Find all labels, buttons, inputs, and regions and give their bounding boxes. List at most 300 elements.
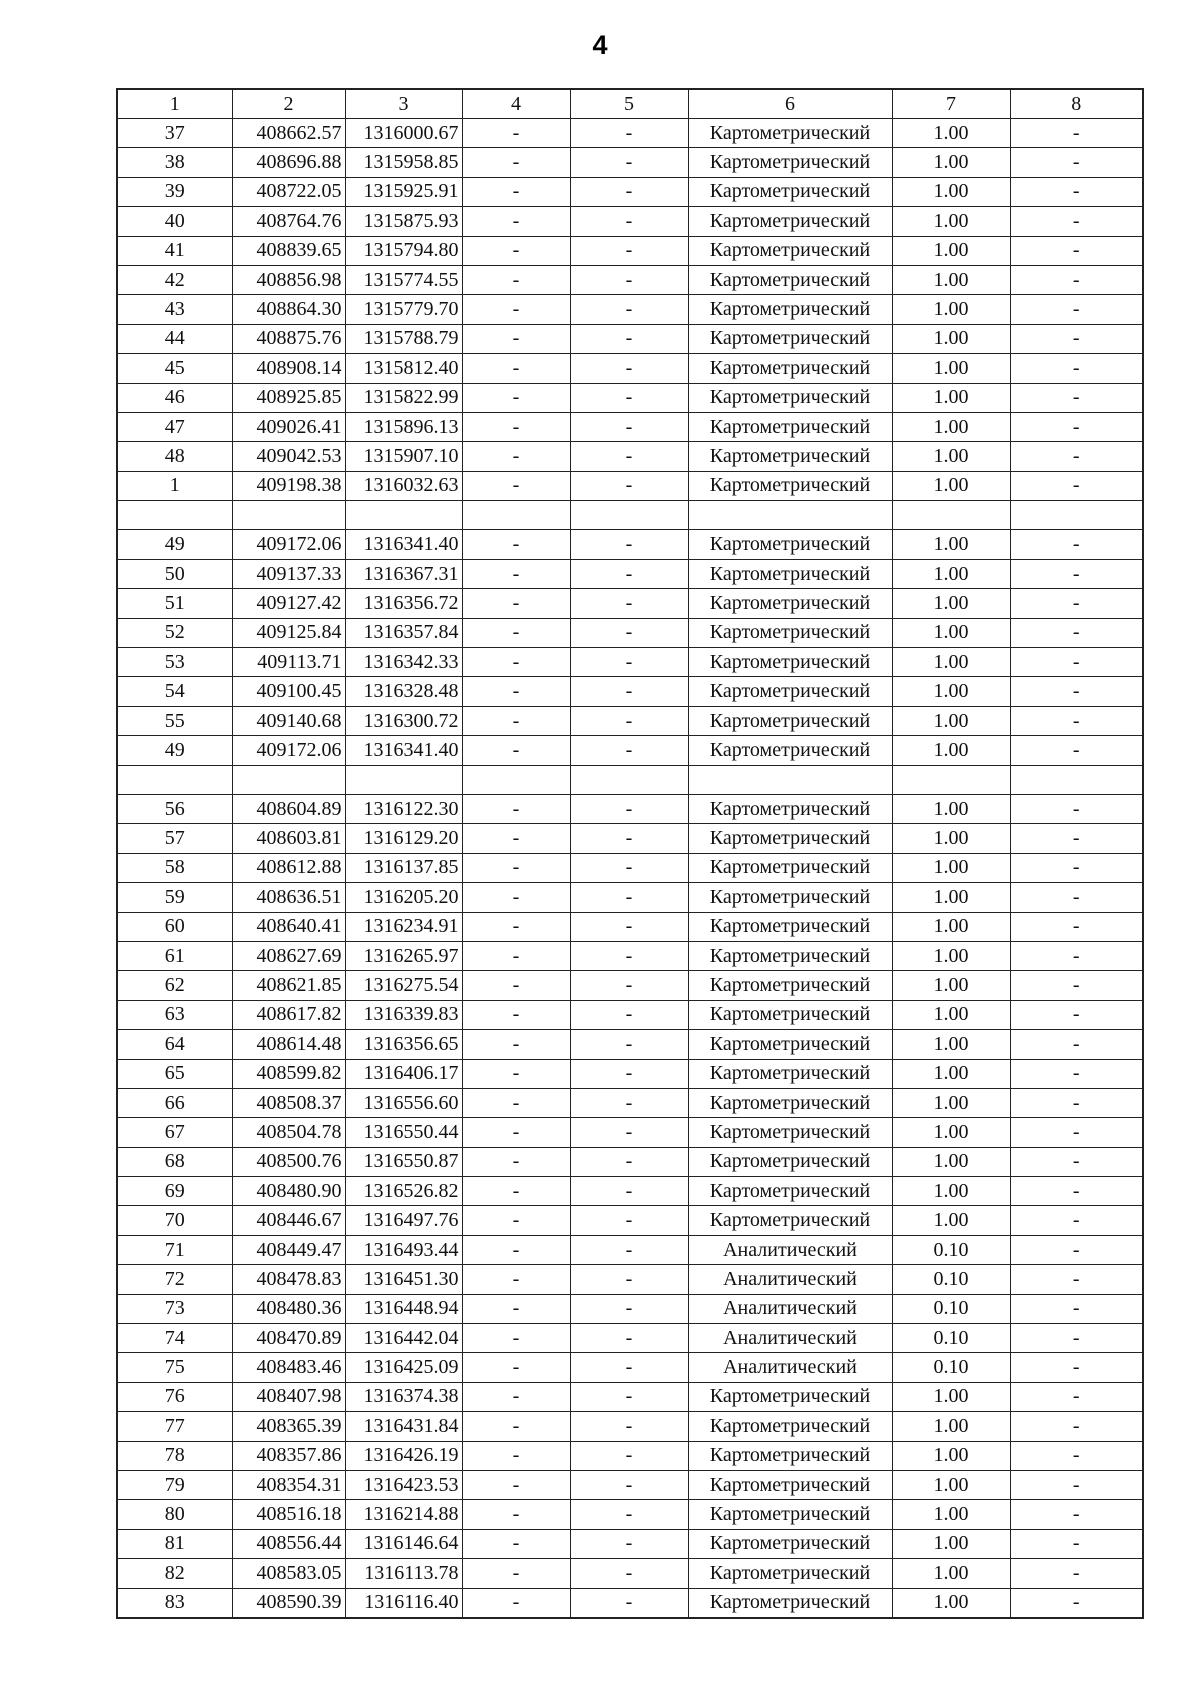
table-cell: 53: [117, 648, 232, 677]
table-cell: -: [1010, 1588, 1143, 1618]
table-cell: -: [1010, 1441, 1143, 1470]
table-cell: -: [462, 236, 570, 265]
table-cell: 67: [117, 1118, 232, 1147]
table-cell: 1.00: [892, 1529, 1010, 1558]
table-cell: -: [1010, 1088, 1143, 1117]
table-cell: -: [462, 442, 570, 471]
table-cell: 1.00: [892, 207, 1010, 236]
column-header: 3: [345, 89, 462, 119]
table-cell: 72: [117, 1265, 232, 1294]
table-cell: -: [1010, 1294, 1143, 1323]
table-cell: 1.00: [892, 354, 1010, 383]
table-row: [117, 119, 1143, 148]
table-cell: -: [570, 1235, 688, 1264]
page-number: 4: [592, 30, 608, 60]
table-cell: -: [1010, 706, 1143, 735]
table-cell: -: [462, 971, 570, 1000]
table-cell: -: [570, 589, 688, 618]
table-cell: 0.10: [892, 1294, 1010, 1323]
table-cell: 48: [117, 442, 232, 471]
table-cell: -: [1010, 442, 1143, 471]
table-cell: 408483.46: [232, 1353, 345, 1382]
table-cell: 1.00: [892, 1177, 1010, 1206]
table-cell: 1315925.91: [345, 177, 462, 206]
table-cell: 1316493.44: [345, 1235, 462, 1264]
table-cell: -: [462, 941, 570, 970]
table-cell: 1.00: [892, 119, 1010, 148]
table-cell: 408590.39: [232, 1588, 345, 1618]
table-cell: 1.00: [892, 412, 1010, 441]
table-row: [117, 1588, 1143, 1618]
table-cell: 1316205.20: [345, 883, 462, 912]
table-cell: 408662.57: [232, 119, 345, 148]
table-cell: -: [1010, 1412, 1143, 1441]
table-cell: 1316300.72: [345, 706, 462, 735]
table-cell: 409198.38: [232, 471, 345, 500]
table-row: [117, 1500, 1143, 1529]
table-cell: -: [570, 1500, 688, 1529]
table-cell: 409100.45: [232, 677, 345, 706]
table-cell: Картометрический: [688, 412, 892, 441]
table-cell: -: [1010, 1324, 1143, 1353]
table-cell: -: [462, 1206, 570, 1235]
table-cell: Аналитический: [688, 1235, 892, 1264]
table-cell: Картометрический: [688, 589, 892, 618]
table-cell: -: [570, 1382, 688, 1411]
header-row: [117, 89, 1143, 119]
table-cell: Аналитический: [688, 1265, 892, 1294]
table-cell: Аналитический: [688, 1324, 892, 1353]
table-cell: -: [462, 1324, 570, 1353]
table-row: [117, 1294, 1143, 1323]
table-row: [117, 265, 1143, 294]
table-cell: 1316426.19: [345, 1441, 462, 1470]
column-header: 1: [117, 89, 232, 119]
table-cell: -: [1010, 295, 1143, 324]
empty-cell: [892, 501, 1010, 530]
table-cell: Картометрический: [688, 1177, 892, 1206]
table-row: [117, 1235, 1143, 1264]
table-cell: 1315779.70: [345, 295, 462, 324]
table-body: [117, 89, 1143, 1618]
table-cell: 1316275.54: [345, 971, 462, 1000]
table-cell: Картометрический: [688, 177, 892, 206]
table-row: [117, 324, 1143, 353]
table-cell: Картометрический: [688, 1412, 892, 1441]
table-cell: -: [1010, 794, 1143, 823]
table-cell: 1.00: [892, 971, 1010, 1000]
table-cell: Картометрический: [688, 295, 892, 324]
table-cell: 1316451.30: [345, 1265, 462, 1294]
table-cell: -: [462, 648, 570, 677]
table-cell: 409026.41: [232, 412, 345, 441]
table-cell: 1316356.72: [345, 589, 462, 618]
table-cell: -: [462, 1294, 570, 1323]
table-cell: -: [1010, 618, 1143, 647]
table-cell: 64: [117, 1030, 232, 1059]
table-cell: 55: [117, 706, 232, 735]
table-cell: -: [570, 295, 688, 324]
table-cell: -: [1010, 824, 1143, 853]
table-cell: 66: [117, 1088, 232, 1117]
table-cell: -: [462, 1235, 570, 1264]
table-cell: -: [1010, 383, 1143, 412]
table-cell: -: [570, 148, 688, 177]
table-cell: -: [1010, 1382, 1143, 1411]
table-cell: 1316116.40: [345, 1588, 462, 1618]
table-cell: Картометрический: [688, 1441, 892, 1470]
table-row: [117, 354, 1143, 383]
table-cell: 1.00: [892, 236, 1010, 265]
table-cell: -: [1010, 265, 1143, 294]
table-cell: -: [570, 706, 688, 735]
table-cell: 1315896.13: [345, 412, 462, 441]
table-cell: -: [570, 1588, 688, 1618]
table-cell: Аналитический: [688, 1353, 892, 1382]
table-cell: -: [1010, 412, 1143, 441]
table-cell: 1.00: [892, 177, 1010, 206]
table-cell: -: [1010, 148, 1143, 177]
table-cell: 408478.83: [232, 1265, 345, 1294]
column-header: 6: [688, 89, 892, 119]
table-row: [117, 971, 1143, 1000]
table-cell: 75: [117, 1353, 232, 1382]
table-cell: 54: [117, 677, 232, 706]
table-row: [117, 1353, 1143, 1382]
table-cell: 38: [117, 148, 232, 177]
table-cell: -: [570, 265, 688, 294]
table-cell: 60: [117, 912, 232, 941]
table-cell: -: [462, 1559, 570, 1588]
table-row: [117, 1412, 1143, 1441]
table-cell: -: [570, 1118, 688, 1147]
table-cell: 409042.53: [232, 442, 345, 471]
table-cell: -: [462, 412, 570, 441]
table-cell: 1.00: [892, 706, 1010, 735]
table-cell: 1316265.97: [345, 941, 462, 970]
table-cell: -: [1010, 1177, 1143, 1206]
table-cell: 47: [117, 412, 232, 441]
empty-cell: [232, 501, 345, 530]
table-cell: -: [462, 530, 570, 559]
table-cell: 1316423.53: [345, 1470, 462, 1499]
table-cell: -: [462, 1470, 570, 1499]
table-cell: 1.00: [892, 883, 1010, 912]
table-cell: 1.00: [892, 1470, 1010, 1499]
table-cell: 408627.69: [232, 941, 345, 970]
table-row: [117, 559, 1143, 588]
table-cell: 71: [117, 1235, 232, 1264]
table-row: [117, 589, 1143, 618]
table-cell: Картометрический: [688, 471, 892, 500]
table-cell: -: [462, 148, 570, 177]
table-cell: -: [462, 1265, 570, 1294]
table-cell: 51: [117, 589, 232, 618]
table-cell: -: [1010, 1529, 1143, 1558]
table-cell: 1316113.78: [345, 1559, 462, 1588]
empty-cell: [462, 501, 570, 530]
table-cell: -: [1010, 912, 1143, 941]
table-cell: 1.00: [892, 1030, 1010, 1059]
table-row: [117, 1118, 1143, 1147]
table-row: [117, 1382, 1143, 1411]
table-cell: 42: [117, 265, 232, 294]
table-cell: 49: [117, 736, 232, 765]
table-cell: -: [570, 1441, 688, 1470]
table-cell: 408583.05: [232, 1559, 345, 1588]
table-cell: -: [570, 354, 688, 383]
table-row: [117, 1147, 1143, 1176]
table-cell: 1315822.99: [345, 383, 462, 412]
table-cell: Картометрический: [688, 794, 892, 823]
table-cell: 1.00: [892, 1088, 1010, 1117]
table-cell: 0.10: [892, 1235, 1010, 1264]
table-cell: Картометрический: [688, 1470, 892, 1499]
table-cell: Картометрический: [688, 824, 892, 853]
empty-cell: [117, 501, 232, 530]
table-cell: 408640.41: [232, 912, 345, 941]
table-row: [117, 824, 1143, 853]
table-cell: Картометрический: [688, 1147, 892, 1176]
table-cell: -: [570, 1030, 688, 1059]
table-cell: 1316146.64: [345, 1529, 462, 1558]
table-cell: -: [570, 471, 688, 500]
table-cell: -: [570, 1470, 688, 1499]
table-cell: 408604.89: [232, 794, 345, 823]
table-cell: -: [1010, 1353, 1143, 1382]
table-cell: 1316448.94: [345, 1294, 462, 1323]
table-cell: 1316497.76: [345, 1206, 462, 1235]
table-cell: 409137.33: [232, 559, 345, 588]
table-row: [117, 412, 1143, 441]
table-row: [117, 853, 1143, 882]
table-row: [117, 236, 1143, 265]
table-cell: 62: [117, 971, 232, 1000]
table-cell: Картометрический: [688, 1559, 892, 1588]
table-cell: -: [462, 1441, 570, 1470]
table-cell: 1316356.65: [345, 1030, 462, 1059]
table-row: [117, 677, 1143, 706]
table-cell: -: [570, 736, 688, 765]
table-cell: Картометрический: [688, 383, 892, 412]
table-cell: 1.00: [892, 442, 1010, 471]
table-row: [117, 1000, 1143, 1029]
table-cell: 408470.89: [232, 1324, 345, 1353]
table-cell: -: [462, 1147, 570, 1176]
table-cell: 1.00: [892, 383, 1010, 412]
table-cell: 1316341.40: [345, 530, 462, 559]
table-cell: Картометрический: [688, 265, 892, 294]
table-cell: -: [1010, 1265, 1143, 1294]
table-cell: Картометрический: [688, 1382, 892, 1411]
table-cell: -: [570, 442, 688, 471]
column-header: 7: [892, 89, 1010, 119]
table-cell: -: [462, 1353, 570, 1382]
table-cell: 1316442.04: [345, 1324, 462, 1353]
table-cell: -: [462, 383, 570, 412]
table-cell: 1.00: [892, 295, 1010, 324]
column-header: 8: [1010, 89, 1143, 119]
table-cell: Картометрический: [688, 207, 892, 236]
table-cell: 1.00: [892, 1559, 1010, 1588]
table-cell: -: [462, 1588, 570, 1618]
table-cell: 408556.44: [232, 1529, 345, 1558]
table-cell: 40: [117, 207, 232, 236]
table-cell: Картометрический: [688, 736, 892, 765]
table-cell: -: [462, 324, 570, 353]
table-row: [117, 648, 1143, 677]
table-cell: 50: [117, 559, 232, 588]
table-cell: -: [570, 794, 688, 823]
table-cell: -: [462, 883, 570, 912]
table-cell: Картометрический: [688, 1088, 892, 1117]
column-header: 2: [232, 89, 345, 119]
table-cell: 1.00: [892, 1147, 1010, 1176]
table-cell: 81: [117, 1529, 232, 1558]
table-cell: 80: [117, 1500, 232, 1529]
table-cell: -: [1010, 177, 1143, 206]
table-row: [117, 177, 1143, 206]
table-cell: 44: [117, 324, 232, 353]
table-cell: -: [570, 1559, 688, 1588]
table-cell: 1316129.20: [345, 824, 462, 853]
table-cell: -: [462, 119, 570, 148]
table-cell: -: [570, 941, 688, 970]
table-cell: -: [570, 1294, 688, 1323]
table-cell: -: [1010, 236, 1143, 265]
table-cell: 1.00: [892, 1412, 1010, 1441]
table-cell: Картометрический: [688, 530, 892, 559]
table-cell: -: [1010, 324, 1143, 353]
table-cell: -: [570, 207, 688, 236]
table-cell: -: [570, 236, 688, 265]
table-cell: -: [462, 471, 570, 500]
table-row: [117, 1088, 1143, 1117]
table-cell: -: [462, 912, 570, 941]
table-cell: -: [1010, 207, 1143, 236]
table-cell: 1315788.79: [345, 324, 462, 353]
table-cell: 408603.81: [232, 824, 345, 853]
table-cell: 43: [117, 295, 232, 324]
table-cell: -: [462, 1059, 570, 1088]
table-cell: 41: [117, 236, 232, 265]
table-cell: 1316374.38: [345, 1382, 462, 1411]
table-cell: Картометрический: [688, 1206, 892, 1235]
table-cell: 74: [117, 1324, 232, 1353]
table-cell: Картометрический: [688, 648, 892, 677]
table-cell: 408504.78: [232, 1118, 345, 1147]
table-cell: 1.00: [892, 853, 1010, 882]
separator-row: [117, 765, 1143, 794]
table-row: [117, 530, 1143, 559]
table-cell: Картометрический: [688, 354, 892, 383]
table-row: [117, 941, 1143, 970]
table-cell: 408365.39: [232, 1412, 345, 1441]
table-cell: -: [462, 207, 570, 236]
empty-cell: [570, 765, 688, 794]
table-cell: 408839.65: [232, 236, 345, 265]
table-cell: -: [570, 912, 688, 941]
table-cell: 1315812.40: [345, 354, 462, 383]
table-cell: -: [570, 677, 688, 706]
empty-cell: [688, 501, 892, 530]
table-cell: 409127.42: [232, 589, 345, 618]
table-cell: 1316357.84: [345, 618, 462, 647]
table-cell: 408636.51: [232, 883, 345, 912]
table-cell: -: [570, 1000, 688, 1029]
table-cell: 68: [117, 1147, 232, 1176]
table-cell: 1.00: [892, 1382, 1010, 1411]
table-cell: -: [570, 383, 688, 412]
table-cell: Картометрический: [688, 853, 892, 882]
table-cell: -: [462, 853, 570, 882]
table-cell: 1315875.93: [345, 207, 462, 236]
table-cell: 408722.05: [232, 177, 345, 206]
table-cell: -: [570, 324, 688, 353]
table-cell: -: [462, 1529, 570, 1558]
table-cell: -: [570, 853, 688, 882]
table-cell: 1316431.84: [345, 1412, 462, 1441]
table-cell: 408908.14: [232, 354, 345, 383]
table-cell: 1.00: [892, 1118, 1010, 1147]
table-cell: -: [570, 1177, 688, 1206]
table-cell: -: [570, 559, 688, 588]
table-cell: -: [462, 1500, 570, 1529]
table-cell: -: [1010, 853, 1143, 882]
table-row: [117, 1030, 1143, 1059]
table-cell: 1.00: [892, 912, 1010, 941]
table-row: [117, 383, 1143, 412]
table-cell: Картометрический: [688, 1030, 892, 1059]
table-row: [117, 148, 1143, 177]
table-cell: -: [1010, 677, 1143, 706]
table-cell: -: [570, 1324, 688, 1353]
table-cell: 409172.06: [232, 530, 345, 559]
table-cell: 1316214.88: [345, 1500, 462, 1529]
table-row: [117, 1059, 1143, 1088]
table-cell: Картометрический: [688, 706, 892, 735]
table-cell: 52: [117, 618, 232, 647]
table-cell: -: [570, 1088, 688, 1117]
table-cell: 1316342.33: [345, 648, 462, 677]
table-cell: 83: [117, 1588, 232, 1618]
table-cell: -: [1010, 1030, 1143, 1059]
table-cell: 1.00: [892, 618, 1010, 647]
table-cell: 1316000.67: [345, 119, 462, 148]
table-cell: 78: [117, 1441, 232, 1470]
table-cell: 1316339.83: [345, 1000, 462, 1029]
table-cell: -: [462, 1382, 570, 1411]
table-cell: -: [570, 530, 688, 559]
table-cell: Картометрический: [688, 324, 892, 353]
table-cell: 1.00: [892, 265, 1010, 294]
table-cell: 59: [117, 883, 232, 912]
table-cell: -: [1010, 1500, 1143, 1529]
table-row: [117, 1529, 1143, 1558]
table-cell: 408516.18: [232, 1500, 345, 1529]
empty-cell: [345, 501, 462, 530]
table-row: [117, 295, 1143, 324]
table-row: [117, 912, 1143, 941]
table-cell: 409125.84: [232, 618, 345, 647]
table-cell: 408856.98: [232, 265, 345, 294]
table-cell: Картометрический: [688, 1118, 892, 1147]
table-cell: 408612.88: [232, 853, 345, 882]
table-cell: Картометрический: [688, 119, 892, 148]
table-cell: -: [1010, 354, 1143, 383]
separator-row: [117, 501, 1143, 530]
table-cell: 1.00: [892, 1500, 1010, 1529]
